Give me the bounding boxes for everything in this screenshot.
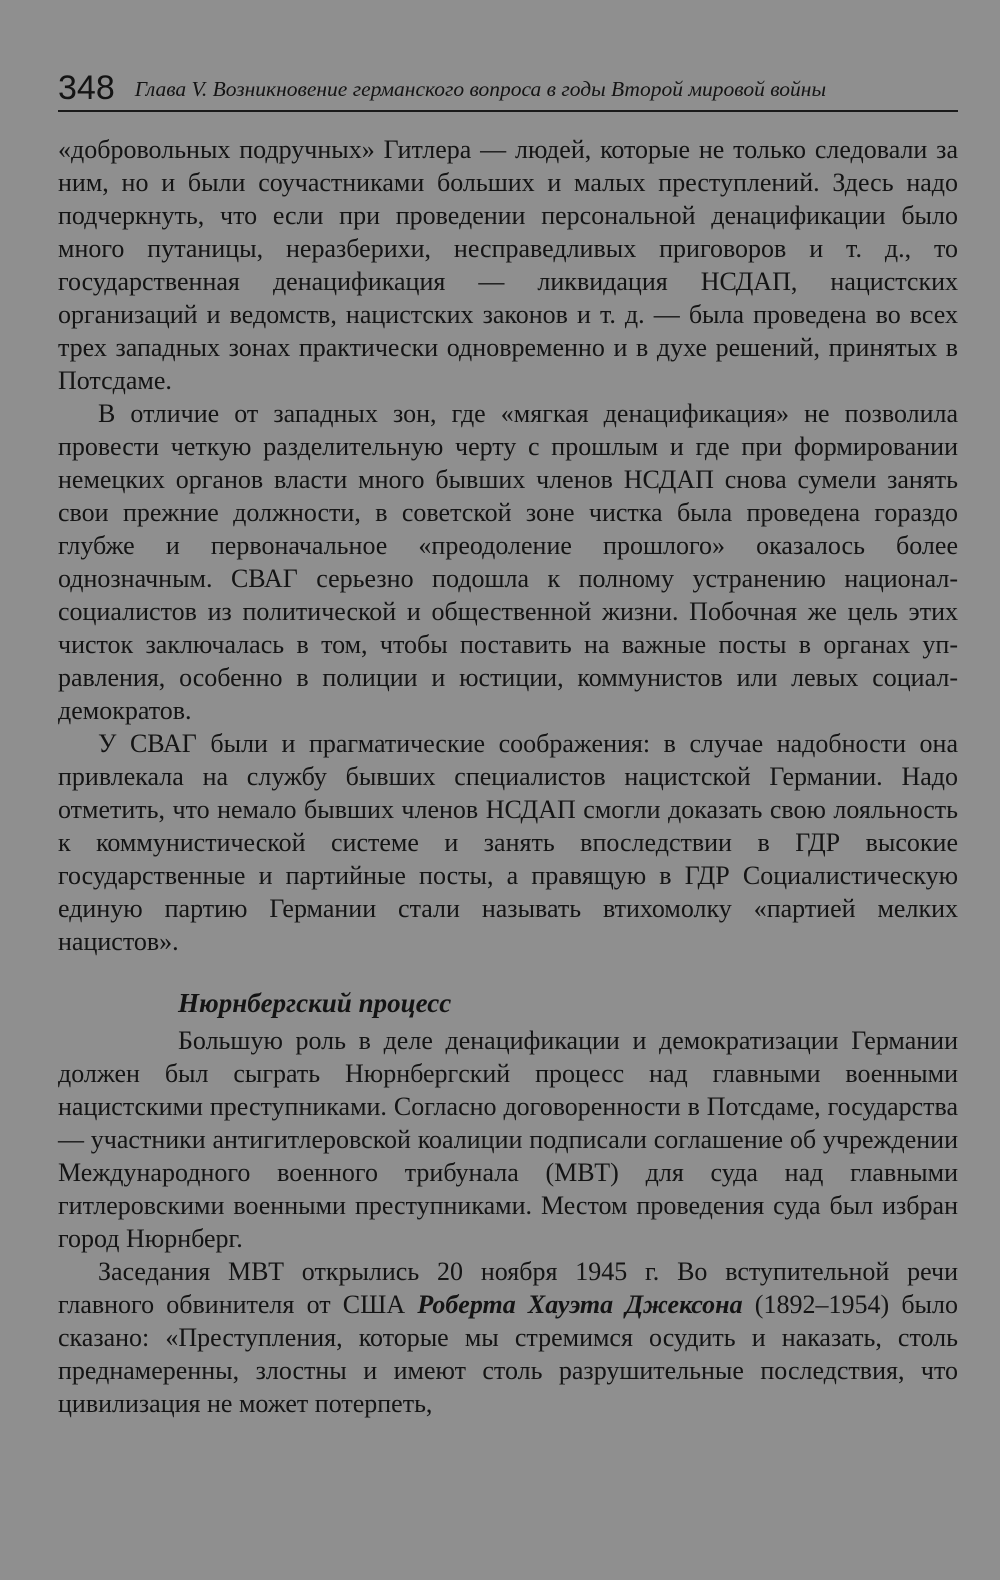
page-number: 348	[58, 69, 115, 107]
section-heading: Нюрнбергский процесс	[178, 988, 452, 1018]
prosecutor-name: Роберта Хауэта Джексона	[417, 1290, 743, 1319]
body-text	[58, 133, 958, 1420]
chapter-title: Глава V. Возникновение германского вопроса в годы Второй мировой войны	[134, 77, 827, 101]
paragraph-text-start: Заседания МВТ открылись 20 ноября 1945 г. Во вступительной речи главного обвинителя от США	[58, 1257, 958, 1319]
running-header	[58, 60, 958, 112]
paragraph-nuremberg-intro: Большую роль в деле денацификации и демократизации Германии должен был сыграть Нюрнбергский процесс над главными военными нацистскими преступниками. Согласно договоренности в Потсдаме, государства — участники антигитлеровской коалиции подписали соглашение об учреждении Международного военного трибунала (МВТ) для суда над главными гитлеровскими военными преступниками. Местом проведения суда был избран город Нюрнберг.	[58, 1026, 958, 1253]
paragraph-tribunal-opening	[58, 1255, 958, 1420]
paragraph-svag: У СВАГ были и прагматические соображения: в случае надобности она привлекала на службу бывших специалистов нацистской Германии. Надо отметить, что немало бывших членов НСДАП смогли доказать свою лояльность к коммунистической системе и занять впоследствии в ГДР высокие государственные и партийные посты, а правящую в ГДР Социалистическую единую партию Германии стали называть втихомолку «партией мелких нацистов».	[58, 729, 958, 956]
paragraph-soviet-zone: В отличие от западных зон, где «мягкая денацификация» не позволила провести четкую разделительную черту с прошлым и где при формировании немецких органов власти много бывших членов НСДАП снова сумели занять свои прежние должности, в советской зоне чистка была проведена гораздо глубже и первоначальное «преодоление прошлого» оказалось более однозначным. СВАГ серьезно подошла к полному устранению национал-социалистов из политической и общественной жизни. Побочная же цель этих чисток заключалась в том, чтобы поставить на важные посты в органах управления, особенно в полиции и юстиции, коммунистов или левых социал-демократов.	[58, 399, 958, 725]
paragraph-continued: «добровольных подручных» Гитлера — людей, которые не только следовали за ним, но и были соучастниками больших и малых преступлений. Здесь надо подчеркнуть, что если при проведении персональной денацификации было много путаницы, неразберихи, несправедливых приговоров и т. д., то государственная денацификация — ликвидация НСДАП, нацистских организаций и ведомств, нацистских законов и т. д. — была проведена во всех трех западных зонах практически одновременно и в духе решений, принятых в Потсдаме.	[58, 135, 958, 395]
paragraph-text-end: (1892–1954) было сказано: «Преступления, которые мы стремимся осудить и наказать, столь преднамеренны, злостны и имеют столь разрушительные последствия, что цивилизация не может потерпеть,	[58, 1290, 958, 1418]
